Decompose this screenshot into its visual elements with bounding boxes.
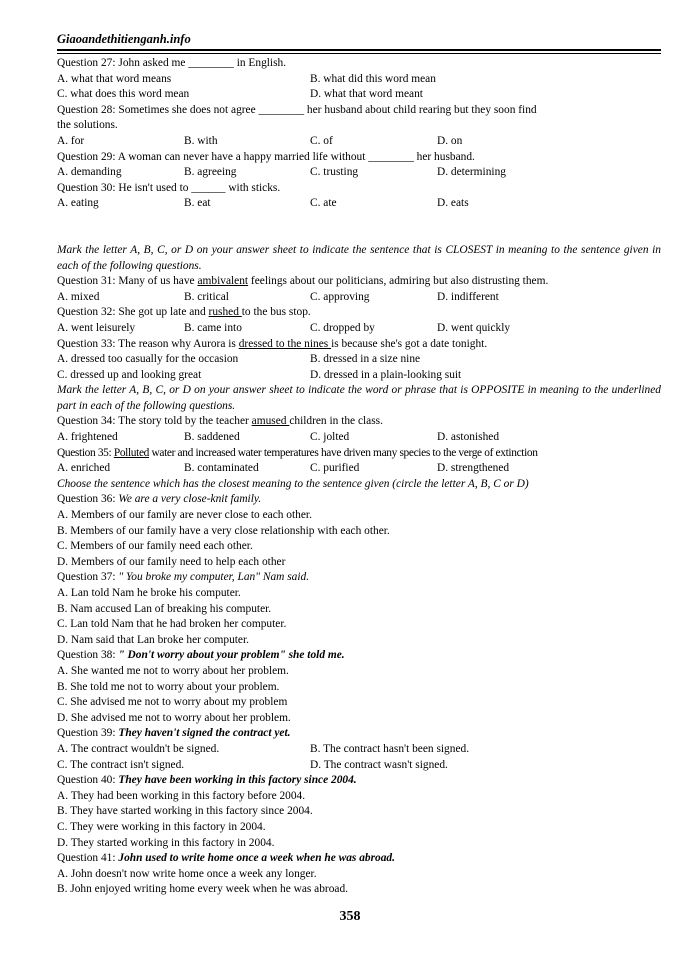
question-40 <box>57 773 661 789</box>
options-row <box>57 196 661 212</box>
instruction-closest: Mark the letter A, B, C, or D on your answer sheet to indicate the sentence that is CLOSEST in meaning to the sentence given in each of the following questions. <box>57 243 661 272</box>
option-c: C. Members of our family need each other. <box>57 540 253 553</box>
question-32 <box>57 305 661 321</box>
options-row <box>57 430 661 446</box>
option-b: B. The contract hasn't been signed. <box>310 742 470 755</box>
option-a: A. dressed too casually for the occasion <box>57 353 239 366</box>
option-c: C. what does this word mean <box>57 88 190 101</box>
option-a: A. for <box>57 134 85 147</box>
options-row <box>57 165 661 181</box>
option-c: C. ate <box>310 197 337 210</box>
q32-pre: Question 32: She got up late and <box>57 306 209 319</box>
q39-label: Question 39: <box>57 727 119 740</box>
q40-label: Question 40: <box>57 774 119 787</box>
question-35 <box>57 446 661 462</box>
option-c: C. The contract isn't signed. <box>57 758 185 771</box>
instruction-opposite: Mark the letter A, B, C, or D on your answer sheet to indicate the word or phrase that is OPPOSITE in meaning to the underlined part in each of the following questions. <box>57 384 661 412</box>
option-b: B. Nam accused Lan of breaking his computer. <box>57 602 272 615</box>
option-d: D. She advised me not to worry about her problem. <box>57 711 291 724</box>
options-row <box>57 321 661 337</box>
options-row <box>57 461 661 477</box>
option-b: B. dressed in a size nine <box>310 353 421 366</box>
option-a: A. went leisurely <box>57 321 136 334</box>
option-a: A. John doesn't now write home once a week any longer. <box>57 867 317 880</box>
q32-underlined: rushed <box>208 306 242 319</box>
q32-post: to the bus stop. <box>241 306 311 319</box>
q31-underlined: ambivalent <box>197 275 249 288</box>
option-b: B. what did this word mean <box>310 72 436 85</box>
page-number: 358 <box>339 909 361 924</box>
question-30: Question 30: He isn't used to ______ with sticks. <box>57 181 281 194</box>
option-a: A. demanding <box>57 166 122 179</box>
q41-prompt: John used to write home once a week when he was abroad. <box>118 852 395 865</box>
options-row <box>57 742 661 758</box>
question-37 <box>57 570 661 586</box>
question-28: Question 28: Sometimes she does not agree ________ her husband about child rearing but they soon find <box>57 103 537 116</box>
options-row <box>57 134 661 150</box>
option-c: C. jolted <box>310 431 350 444</box>
options-row <box>57 87 661 103</box>
option-c: C. approving <box>310 290 370 303</box>
option-d: D. Nam said that Lan broke her computer. <box>57 633 249 646</box>
option-c: C. trusting <box>310 166 359 179</box>
options-row <box>57 290 661 306</box>
q33-post: is because she's got a date tonight. <box>331 337 488 350</box>
question-27: Question 27: John asked me ________ in English. <box>57 57 287 69</box>
q34-post: children in the class. <box>289 415 383 428</box>
option-d: D. The contract wasn't signed. <box>310 758 448 771</box>
q37-prompt: " You broke my computer, Lan" Nam said. <box>118 571 310 584</box>
option-c: C. purified <box>310 462 360 475</box>
option-a: A. Members of our family are never close to each other. <box>57 509 312 522</box>
option-a: A. They had been working in this factory before 2004. <box>57 789 306 802</box>
option-b: B. She told me not to worry about your problem. <box>57 680 280 693</box>
options-row <box>57 368 661 384</box>
option-d: D. on <box>437 134 463 147</box>
option-b: B. critical <box>184 290 229 303</box>
option-d: D. eats <box>437 197 469 210</box>
option-a: A. frightened <box>57 431 118 444</box>
option-a: A. mixed <box>57 290 100 303</box>
option-b: B. eat <box>184 197 211 210</box>
q36-prompt: We are a very close-knit family. <box>118 493 262 506</box>
option-d: D. astonished <box>437 431 500 444</box>
question-29: Question 29: A woman can never have a happy married life without ________ her husband. <box>57 150 475 163</box>
option-c: C. They were working in this factory in 2004. <box>57 820 266 833</box>
q31-pre: Question 31: Many of us have <box>57 275 198 288</box>
option-b: B. saddened <box>184 431 240 444</box>
q36-label: Question 36: <box>57 493 119 506</box>
option-d: D. what that word meant <box>310 88 423 101</box>
question-41 <box>57 851 661 867</box>
q33-underlined: dressed to the nines <box>238 337 332 350</box>
q34-underlined: amused <box>251 415 290 428</box>
q35-underlined: Polluted <box>113 446 150 459</box>
option-d: D. went quickly <box>437 321 511 334</box>
option-c: C. dropped by <box>310 321 375 334</box>
question-28-cont: the solutions. <box>57 119 118 132</box>
options-row <box>57 758 661 774</box>
q41-label: Question 41: <box>57 852 119 865</box>
q38-label: Question 38: <box>57 649 119 662</box>
q31-post: feelings about our politicians, admiring but also distrusting them. <box>248 275 549 288</box>
options-row <box>57 72 661 88</box>
option-d: D. strengthened <box>437 462 510 475</box>
q35-post: water and increased water temperatures have driven many species to the verge of extinction <box>149 446 538 459</box>
option-c: C. of <box>310 134 333 147</box>
option-c: C. Lan told Nam that he had broken her computer. <box>57 618 287 631</box>
option-b: B. contaminated <box>184 462 259 475</box>
q40-prompt: They have been working in this factory since 2004. <box>118 774 357 787</box>
option-c: C. dressed up and looking great <box>57 368 202 381</box>
question-38 <box>57 648 661 664</box>
option-b: B. agreeing <box>184 166 237 179</box>
option-b: B. John enjoyed writing home every week when he was abroad. <box>57 883 349 896</box>
option-d: D. They started working in this factory in 2004. <box>57 836 275 849</box>
site-header: Giaoandethitienganh.info <box>57 32 191 46</box>
q38-prompt: " Don't worry about your problem" she told me. <box>118 649 345 662</box>
option-d: D. indifferent <box>437 290 499 303</box>
option-a: A. She wanted me not to worry about her problem. <box>57 664 289 677</box>
question-39 <box>57 726 661 742</box>
option-d: D. Members of our family need to help each other <box>57 555 286 568</box>
question-34 <box>57 414 661 430</box>
options-row <box>57 352 661 368</box>
option-b: B. with <box>184 134 218 147</box>
option-d: D. determining <box>437 166 506 179</box>
option-b: B. They have started working in this factory since 2004. <box>57 805 313 818</box>
option-c: C. She advised me not to worry about my problem <box>57 696 288 709</box>
spacer <box>57 212 661 243</box>
q33-pre: Question 33: The reason why Aurora is <box>57 337 239 350</box>
q34-pre: Question 34: The story told by the teacher <box>57 415 252 428</box>
option-a: A. eating <box>57 197 99 210</box>
question-33 <box>57 337 661 353</box>
option-a: A. The contract wouldn't be signed. <box>57 742 220 755</box>
header-rule-thick <box>57 49 661 51</box>
exercise-content <box>57 56 661 898</box>
instruction-choose: Choose the sentence which has the closest meaning to the sentence given (circle the letter A, B, C or D) <box>57 477 529 490</box>
question-31 <box>57 274 661 290</box>
q37-label: Question 37: <box>57 571 119 584</box>
option-b: B. came into <box>184 321 242 334</box>
option-d: D. dressed in a plain-looking suit <box>310 368 462 381</box>
option-a: A. what that word means <box>57 72 172 85</box>
q35-pre: Question 35: <box>57 446 114 459</box>
question-36 <box>57 492 661 508</box>
option-a: A. enriched <box>57 462 111 475</box>
option-b: B. Members of our family have a very close relationship with each other. <box>57 524 390 537</box>
header-rule-thin <box>57 53 661 54</box>
q39-prompt: They haven't signed the contract yet. <box>118 727 291 740</box>
option-a: A. Lan told Nam he broke his computer. <box>57 587 241 599</box>
